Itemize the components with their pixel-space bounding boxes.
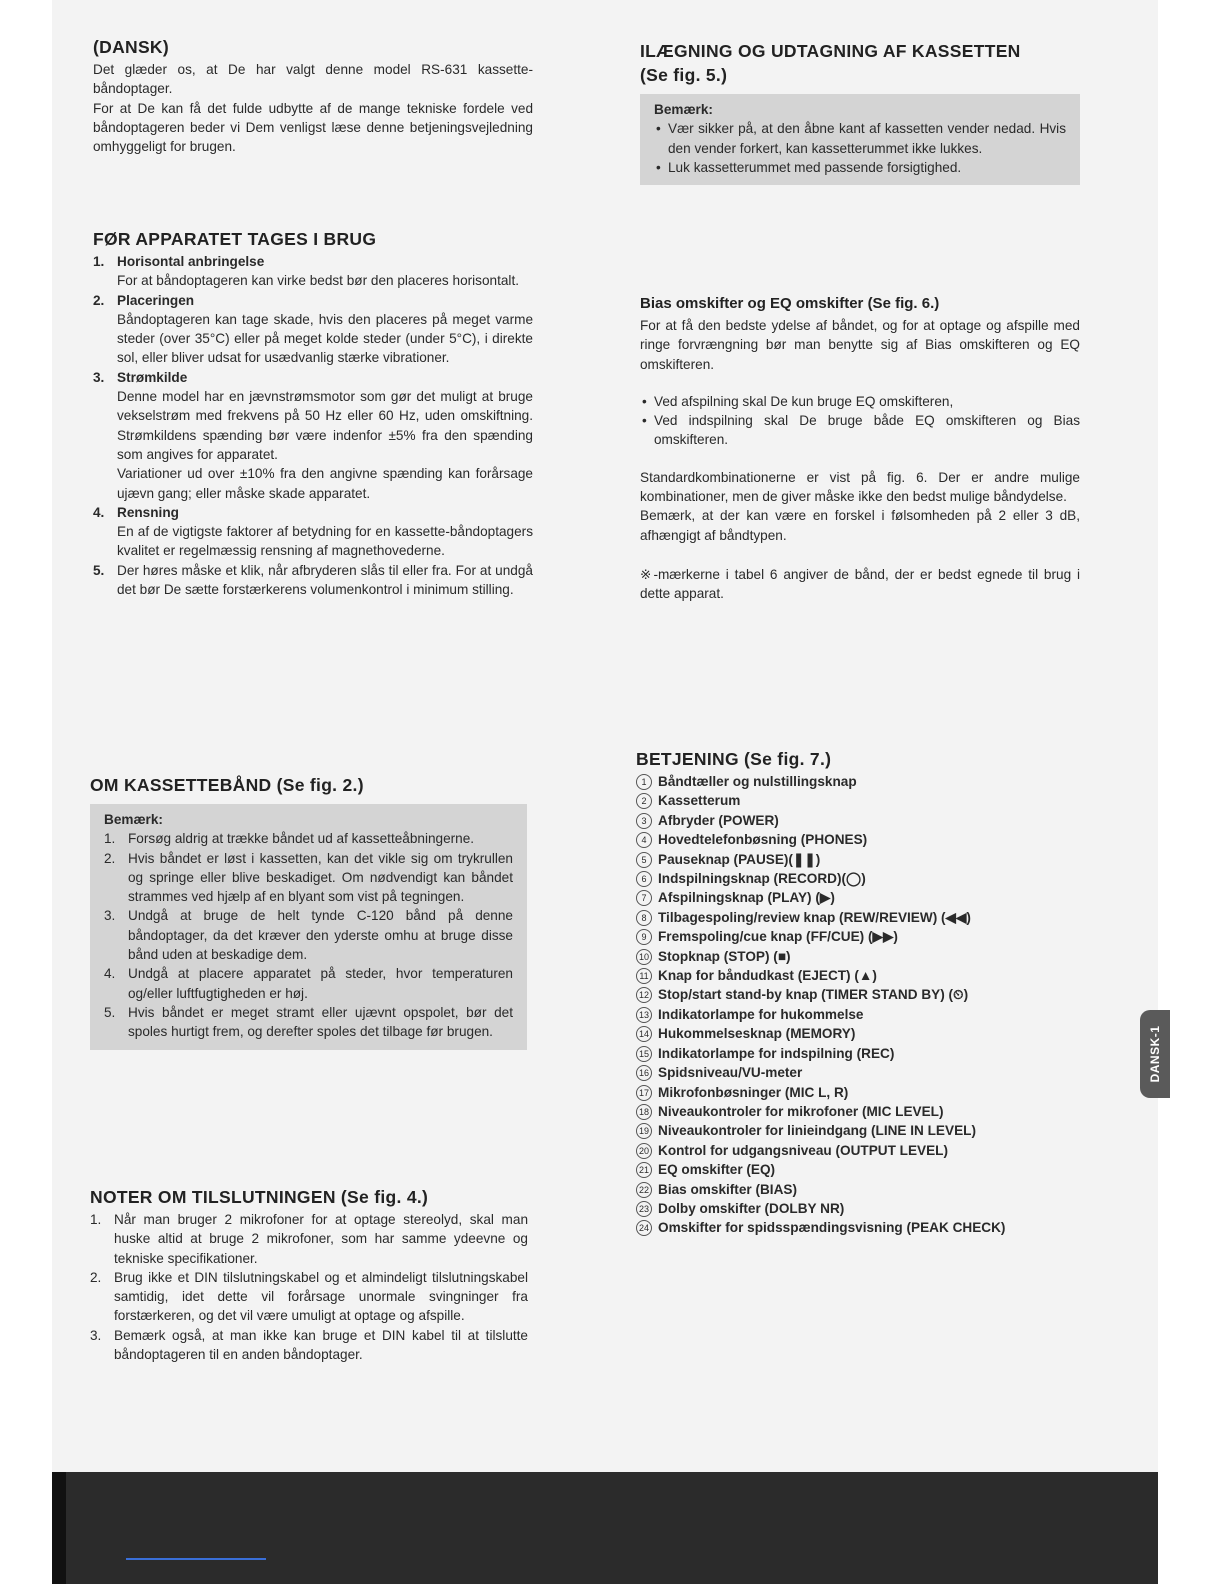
- item-number-circle: 20: [636, 1143, 652, 1159]
- item-body: Brug ikke et DIN tilslutningskabel og et almindeligt tilslutningskabel samtidig, idet dette vil forårsage unormale svingninger fra forstærkeren, og det vil være umuligt at optage og afspille.: [114, 1269, 528, 1324]
- item-label: Afbryder (POWER): [658, 812, 779, 828]
- item-number: 2.: [104, 850, 116, 866]
- bias-sensitivity-note: Bemærk, at der kan være en forskel i følsomheden på 2 eller 3 dB, afhængigt af båndtypen.: [640, 508, 1080, 543]
- item-body: Forsøg aldrig at trække båndet ud af kassetteåbningerne.: [128, 831, 475, 847]
- item-label: Indikatorlampe for hukommelse: [658, 1006, 864, 1022]
- item-number-circle: 10: [636, 949, 652, 965]
- list-item: [104, 829, 513, 848]
- item-number-circle: 2: [636, 793, 652, 809]
- item-label: Indspilningsknap (RECORD)(◯): [658, 871, 866, 887]
- list-item: [636, 1121, 1076, 1140]
- item-body: Undgå at bruge de helt tynde C-120 bånd på denne båndoptager, da det kræver den yderste omhu at bruge disse bånd uden at beskadige dem.: [128, 908, 513, 963]
- item-body: Når man bruger 2 mikrofoner for at optage stereolyd, skal man huske altid at bruge 2 mikrofoner, som har samme ydeevne og tekniske specifikationer.: [114, 1212, 528, 1266]
- list-item: [636, 850, 1076, 869]
- item-number: 5.: [93, 562, 105, 578]
- item-number-circle: 3: [636, 813, 652, 829]
- item-body: Der høres måske et klik, når afbryderen slås til eller fra. For at undgå det bør De sætte forstærkerens volumenkontrol i minimum stilling.: [117, 562, 533, 598]
- operation-section: [636, 748, 1076, 1238]
- list-item: [636, 811, 1076, 830]
- list-item: [104, 1003, 513, 1042]
- item-label: Stop/start stand-by knap (TIMER STAND BY) (⏲): [658, 987, 969, 1003]
- list-item: [104, 849, 513, 907]
- item-number-circle: 23: [636, 1201, 652, 1217]
- list-item: [636, 791, 1076, 810]
- list-item: [636, 1199, 1076, 1218]
- language-tab: [1140, 1010, 1170, 1098]
- item-title: Rensning: [117, 504, 179, 520]
- item-label: Hukommelsesknap (MEMORY): [658, 1026, 856, 1042]
- intro-text-2: For at De kan få det fulde udbytte af de mange tekniske fordele ved båndoptageren beder vi Dem venligst læse denne betjeningsvejledning omhyggeligt for brugen.: [93, 100, 533, 155]
- list-item: [636, 772, 1076, 791]
- list-item: [636, 1160, 1076, 1179]
- list-item: [93, 291, 533, 368]
- list-item: [104, 906, 513, 964]
- item-number-circle: 6: [636, 871, 652, 887]
- intro-section: [93, 36, 533, 156]
- item-label: Dolby omskifter (DOLBY NR): [658, 1200, 845, 1216]
- item-number-circle: 21: [636, 1162, 652, 1178]
- item-body: Hvis båndet er meget stramt eller ujævnt opspolet, bør det spoles hurtigt frem, og derefter spoles det tilbage før brugen.: [128, 1004, 513, 1040]
- list-item: [636, 947, 1076, 966]
- language-tab-label: DANSK-1: [1148, 1025, 1162, 1083]
- tapes-section: [90, 774, 527, 1050]
- bias-heading: Bias omskifter og EQ omskifter (Se fig. 6.): [640, 295, 940, 312]
- list-item: • Vær sikker på, at den åbne kant af kassetten vender nedad. Hvis den vender forkert, kan kassetterummet ikke lukkes.: [654, 119, 1066, 158]
- item-label: Hovedtelefonbøsning (PHONES): [658, 832, 868, 848]
- item-number-circle: 19: [636, 1123, 652, 1139]
- item-title: Strømkilde: [117, 369, 188, 385]
- item-label: Bias omskifter (BIAS): [658, 1181, 797, 1197]
- item-body: Bemærk også, at man ikke kan bruge et DIN kabel til at tilslutte båndoptageren til en anden båndoptager.: [114, 1327, 528, 1363]
- item-label: Indikatorlampe for indspilning (REC): [658, 1045, 895, 1061]
- item-number: 1.: [93, 254, 105, 269]
- bias-intro: For at få den bedste ydelse af båndet, og for at optage og afspille med ringe forvrængning bør man benytte sig af Bias omskifteren og EQ omskifteren.: [640, 318, 1080, 372]
- item-label: EQ omskifter (EQ): [658, 1162, 776, 1178]
- item-label: Stopknap (STOP) (■): [658, 948, 791, 964]
- item-body: Denne model har en jævnstrømsmotor som gør det muligt at bruge vekselstrøm med frekvens på 50 Hz eller 60 Hz, uden omskiftning. Strømkildens spænding bør være indenfor ±5% fra den spænding som angives for apparatet.: [117, 389, 533, 462]
- list-item: [636, 888, 1076, 907]
- list-item: [90, 1268, 528, 1326]
- item-label: Mikrofonbøsninger (MIC L, R): [658, 1084, 849, 1100]
- item-body: En af de vigtigste faktorer af betydning for en kassette-båndoptagers kvalitet er regelmæssig rensning af magnethovederne.: [117, 524, 533, 559]
- connections-heading: NOTER OM TILSLUTNINGEN (Se fig. 4.): [90, 1187, 429, 1207]
- item-body-2: Variationer ud over ±10% fra den angivne spænding kan forårsage ujævn gang; eller måske skade apparatet.: [117, 466, 533, 501]
- list-item: [104, 964, 513, 1003]
- item-number-circle: 8: [636, 910, 652, 926]
- list-item: [90, 1326, 528, 1365]
- cassette-section: [640, 40, 1080, 185]
- list-item: [636, 1024, 1076, 1043]
- list-item: [636, 1141, 1076, 1160]
- list-item: [636, 1083, 1076, 1102]
- item-number-circle: 16: [636, 1065, 652, 1081]
- cassette-heading: ILÆGNING OG UDTAGNING AF KASSETTEN: [640, 41, 1021, 61]
- cassette-note-box: [640, 94, 1080, 185]
- item-body: Båndoptageren kan tage skade, hvis den placeres på meget varme steder (over 35°C) eller på meget kolde steder (under 5°C), i direkte sol, eller bliver udsat for usædvanlig stærke vibrationer.: [117, 311, 533, 366]
- item-number-circle: 7: [636, 890, 652, 906]
- note-label: Bemærk:: [654, 102, 713, 117]
- cassette-note-list: [654, 119, 1066, 177]
- bias-combinations: Standardkombinationerne er vist på fig. 6. Der er andre mulige kombinationer, men de giver måske ikke den bedst mulige båndydelse.: [640, 469, 1080, 505]
- item-number-circle: 24: [636, 1220, 652, 1236]
- intro-heading: (DANSK): [93, 37, 169, 57]
- scan-rule: [126, 1558, 266, 1560]
- bias-table-note: ※-mærkerne i tabel 6 angiver de bånd, der er bedst egnede til brug i dette apparat.: [640, 566, 1080, 602]
- bias-bullets: [640, 392, 1080, 450]
- item-number: 5.: [104, 1004, 116, 1020]
- list-item: • Ved afspilning skal De kun bruge EQ omskifteren,: [640, 392, 1080, 411]
- list-item: • Luk kassetterummet med passende forsigtighed.: [654, 158, 1066, 177]
- bias-section: [640, 294, 1080, 604]
- list-item: [636, 1218, 1076, 1237]
- item-number-circle: 14: [636, 1026, 652, 1042]
- list-item: [93, 252, 533, 291]
- item-label: Niveaukontroler for linieindgang (LINE IN LEVEL): [658, 1123, 976, 1139]
- list-item: [93, 503, 533, 561]
- tapes-note-list: [104, 829, 513, 1041]
- item-number-circle: 11: [636, 968, 652, 984]
- item-number: 2.: [90, 1269, 102, 1285]
- tapes-note-box: [90, 804, 527, 1050]
- cassette-heading-ref: (Se fig. 5.): [640, 65, 728, 85]
- item-number-circle: 22: [636, 1182, 652, 1198]
- item-number: 3.: [104, 908, 116, 924]
- item-number: 3.: [93, 369, 105, 385]
- before-use-heading: FØR APPARATET TAGES I BRUG: [93, 229, 377, 249]
- connections-section: [90, 1186, 528, 1364]
- item-number: 4.: [104, 966, 116, 982]
- item-label: Fremspoling/cue knap (FF/CUE) (▶▶): [658, 929, 898, 945]
- item-label: Afspilningsknap (PLAY) (▶): [658, 890, 835, 906]
- list-item: [636, 1005, 1076, 1024]
- scan-bottom-shadow: [52, 1472, 1158, 1584]
- item-number-circle: 4: [636, 832, 652, 848]
- scan-bottom-edge: [52, 1472, 66, 1584]
- item-number-circle: 1: [636, 774, 652, 790]
- list-item: [90, 1210, 528, 1268]
- item-number-circle: 17: [636, 1085, 652, 1101]
- item-label: Spidsniveau/VU-meter: [658, 1065, 803, 1081]
- item-number: 4.: [93, 504, 105, 520]
- list-item: [636, 966, 1076, 985]
- item-number-circle: 5: [636, 852, 652, 868]
- list-item: [636, 1044, 1076, 1063]
- list-item: [93, 561, 533, 600]
- operation-list: [636, 772, 1076, 1238]
- list-item: [636, 869, 1076, 888]
- item-title: Horisontal anbringelse: [117, 254, 265, 269]
- item-label: Kassetterum: [658, 793, 741, 809]
- item-label: Knap for båndudkast (EJECT) (▲): [658, 968, 877, 984]
- item-body: Hvis båndet er løst i kassetten, kan det vikle sig om trykrullen og springe eller blive beskadiget. Om nødvendigt kan båndet strammes ved hjælp af en blyant som vist på tegningen.: [128, 850, 513, 905]
- item-body: For at båndoptageren kan virke bedst bør den placeres horisontalt.: [117, 273, 520, 289]
- item-number-circle: 13: [636, 1007, 652, 1023]
- item-number: 1.: [90, 1212, 102, 1227]
- item-body: Undgå at placere apparatet på steder, hvor temperaturen og/eller luftfugtigheden er høj.: [128, 966, 513, 1001]
- item-number-circle: 12: [636, 987, 652, 1003]
- item-number: 1.: [104, 831, 116, 847]
- intro-text: Det glæder os, at De har valgt denne model RS-631 kassette-båndoptager.: [93, 62, 533, 97]
- item-label: Pauseknap (PAUSE)(❚❚): [658, 851, 821, 867]
- list-item: [636, 927, 1076, 946]
- item-label: Niveaukontroler for mikrofoner (MIC LEVEL): [658, 1103, 944, 1119]
- list-item: [93, 368, 533, 503]
- item-number: 3.: [90, 1327, 102, 1343]
- item-number-circle: 18: [636, 1104, 652, 1120]
- operation-heading: BETJENING (Se fig. 7.): [636, 749, 832, 769]
- item-label: Kontrol for udgangsniveau (OUTPUT LEVEL): [658, 1142, 948, 1158]
- list-item: [636, 1180, 1076, 1199]
- tapes-heading: OM KASSETTEBÅND (Se fig. 2.): [90, 775, 364, 795]
- list-item: • Ved indspilning skal De bruge både EQ omskifteren og Bias omskifteren.: [640, 411, 1080, 450]
- item-label: Tilbagespoling/review knap (REW/REVIEW) (◀◀): [658, 909, 971, 925]
- list-item: [636, 1102, 1076, 1121]
- item-number: 2.: [93, 292, 105, 308]
- connections-list: [90, 1210, 528, 1364]
- item-number-circle: 15: [636, 1046, 652, 1062]
- list-item: [636, 985, 1076, 1004]
- item-number-circle: 9: [636, 929, 652, 945]
- list-item: [636, 908, 1076, 927]
- list-item: [636, 1063, 1076, 1082]
- item-title: Placeringen: [117, 292, 195, 308]
- item-label: Båndtæller og nulstillingsknap: [658, 774, 857, 789]
- note-label: Bemærk:: [104, 812, 163, 827]
- before-use-section: [93, 228, 533, 599]
- before-use-list: [93, 252, 533, 599]
- item-label: Omskifter for spidsspændingsvisning (PEAK CHECK): [658, 1220, 1006, 1236]
- list-item: [636, 830, 1076, 849]
